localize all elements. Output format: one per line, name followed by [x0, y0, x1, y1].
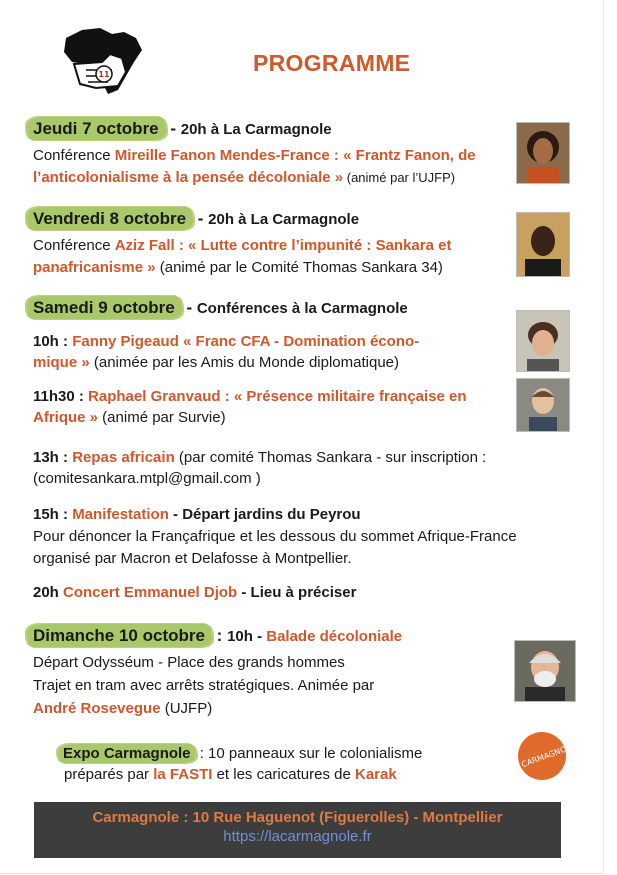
samedi-item-11h30-line-2: Afrique » (animé par Survie) — [33, 409, 226, 426]
samedi-item-15h-line-3: organisé par Macron et Delafosse à Montpellier. — [33, 550, 352, 567]
speaker-photo-aziz — [516, 212, 570, 277]
speaker-photo-mireille — [516, 122, 570, 184]
vendredi-line-1: Conférence Aziz Fall : « Lutte contre l’impunité : Sankara et — [33, 237, 452, 254]
speaker-photo-andre — [514, 640, 576, 702]
expo-line-1: Expo Carmagnole : 10 panneaux sur le colonialisme — [64, 743, 422, 765]
carmagnole-logo — [508, 732, 577, 780]
expo-line-2: préparés par la FASTI et les caricatures de Karak — [64, 766, 397, 783]
samedi-item-10h-line-2: mique » (animée par les Amis du Monde diplomatique) — [33, 354, 400, 371]
carmagnole-logo-text: LA CARMAGNOLE — [508, 741, 577, 774]
speaker-photo-raphael — [516, 378, 570, 432]
vendredi-line-2: panafricanisme » (animé par le Comité Thomas Sankara 34) — [33, 259, 443, 276]
samedi-item-15h-line-2: Pour dénoncer la Françafrique et les dessous du sommet Afrique-France — [33, 528, 517, 545]
logo-badge: 11 — [98, 70, 110, 79]
footer-url-link[interactable]: https://lacarmagnole.fr — [223, 828, 372, 845]
page-title: PROGRAMME — [253, 50, 411, 76]
samedi-item-20h: 20h Concert Emmanuel Djob - Lieu à préciser — [33, 584, 357, 601]
dimanche-line-2: Trajet en tram avec arrêts stratégiques. Animée par — [33, 677, 375, 694]
samedi-item-15h-line-1: 15h : Manifestation - Départ jardins du Peyrou — [33, 506, 361, 523]
day-heading-vendredi: Vendredi 8 octobre - 20h à La Carmagnole — [33, 209, 359, 229]
email-link[interactable]: (comitesankara.mtpl@gmail.com ) — [33, 470, 261, 487]
expo-label: Expo Carmagnole — [58, 744, 196, 763]
speaker-photo-fanny — [516, 310, 570, 372]
samedi-item-13h-line-2[interactable] — [33, 468, 261, 490]
jeudi-line-2: l’anticolonialisme à la pensée décoloniale » (animé par l’UJFP) — [33, 169, 456, 186]
samedi-item-10h-line-1: 10h : Fanny Pigeaud « Franc CFA - Domination écono- — [33, 333, 420, 350]
samedi-item-13h-line-1: 13h : Repas africain (par comité Thomas Sankara - sur inscription : — [33, 449, 487, 466]
dimanche-line-1: Départ Odysséum - Place des grands hommes — [33, 654, 345, 671]
jeudi-line-1: Conférence Mireille Fanon Mendes-France : « Frantz Fanon, de — [33, 147, 476, 164]
day-heading-samedi: Samedi 9 octobre - Conférences à la Carmagnole — [33, 298, 408, 318]
samedi-item-11h30-line-1: 11h30 : Raphael Granvaud : « Présence militaire française en — [33, 388, 467, 405]
dimanche-line-3: André Rosevegue (UJFP) — [33, 700, 213, 717]
day-label: Jeudi 7 octobre — [27, 117, 166, 140]
footer-address: Carmagnole : 10 Rue Haguenot (Figuerolles) - Montpellier — [92, 809, 503, 826]
africa-map-fist-logo — [56, 24, 152, 98]
day-heading-dimanche: Dimanche 10 octobre : 10h - Balade décoloniale — [33, 626, 402, 646]
day-heading-jeudi: Jeudi 7 octobre - 20h à La Carmagnole — [33, 119, 332, 139]
footer — [34, 802, 561, 858]
